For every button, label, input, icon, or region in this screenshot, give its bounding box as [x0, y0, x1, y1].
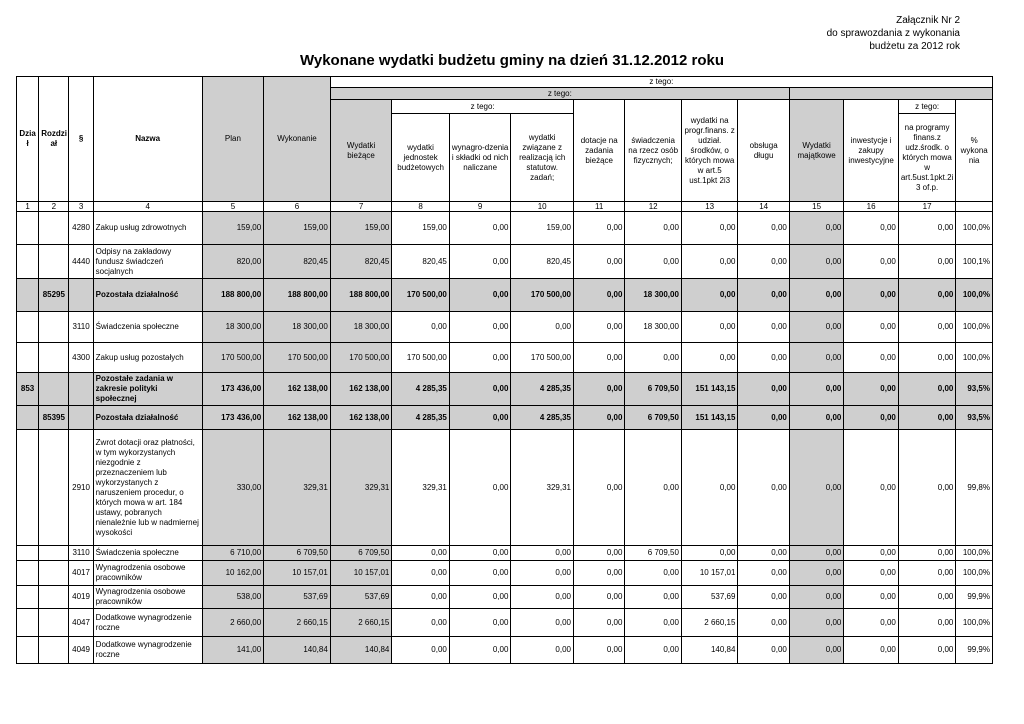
cell-value: 0,00 [449, 343, 511, 373]
cell-value: 0,00 [898, 373, 956, 406]
cell-value: 0,00 [681, 279, 738, 312]
cell-value: 4 285,35 [511, 373, 574, 406]
cell-nazwa: Pozostałe zadania w zakresie polityki społecznej [93, 373, 202, 406]
cell-value: 4 285,35 [392, 373, 450, 406]
cell-rozdzial [39, 546, 69, 561]
cell-value: 0,00 [898, 279, 956, 312]
column-number: 15 [789, 202, 843, 212]
cell-value: 0,00 [789, 245, 843, 279]
cell-paragraf: 4049 [69, 637, 93, 664]
cell-value: 100,0% [956, 279, 993, 312]
cell-value: 538,00 [202, 586, 264, 609]
col-obsluga-dlugu: obsługa długu [738, 100, 789, 202]
cell-value: 100,0% [956, 212, 993, 245]
cell-nazwa: Zakup usług pozostałych [93, 343, 202, 373]
cell-rozdzial [39, 212, 69, 245]
cell-dzial [17, 212, 39, 245]
cell-value: 4 285,35 [511, 406, 574, 430]
cell-value: 0,00 [392, 546, 450, 561]
cell-value: 100,0% [956, 561, 993, 586]
cell-value: 0,00 [625, 343, 682, 373]
cell-value: 18 300,00 [625, 279, 682, 312]
cell-value: 170 500,00 [330, 343, 392, 373]
cell-value: 0,00 [625, 586, 682, 609]
cell-value: 0,00 [449, 312, 511, 343]
cell-value: 0,00 [392, 312, 450, 343]
cell-value: 0,00 [789, 561, 843, 586]
cell-nazwa: Wynagrodzenia osobowe pracowników [93, 561, 202, 586]
cell-value: 0,00 [738, 245, 789, 279]
cell-value: 18 300,00 [625, 312, 682, 343]
cell-dzial [17, 609, 39, 637]
cell-rozdzial [39, 609, 69, 637]
col-rozdzial: Rozdzi ał [39, 77, 69, 202]
cell-rozdzial [39, 245, 69, 279]
cell-value: 0,00 [449, 609, 511, 637]
cell-value: 18 300,00 [330, 312, 392, 343]
cell-value: 6 709,50 [330, 546, 392, 561]
cell-value: 0,00 [738, 373, 789, 406]
cell-value: 0,00 [392, 609, 450, 637]
cell-value: 0,00 [789, 279, 843, 312]
cell-value: 0,00 [625, 561, 682, 586]
cell-paragraf [69, 373, 93, 406]
cell-value: 0,00 [898, 406, 956, 430]
cell-value: 100,0% [956, 343, 993, 373]
cell-value: 99,9% [956, 586, 993, 609]
cell-value: 0,00 [449, 546, 511, 561]
cell-value: 0,00 [789, 406, 843, 430]
cell-dzial [17, 312, 39, 343]
cell-rozdzial [39, 312, 69, 343]
cell-value: 0,00 [511, 312, 574, 343]
cell-value: 329,31 [511, 430, 574, 546]
table-body [17, 212, 993, 664]
cell-value: 0,00 [573, 245, 624, 279]
cell-value: 537,69 [264, 586, 331, 609]
cell-value: 173 436,00 [202, 406, 264, 430]
column-number: 2 [39, 202, 69, 212]
cell-paragraf: 3110 [69, 546, 93, 561]
cell-value: 100,0% [956, 312, 993, 343]
cell-value: 0,00 [898, 312, 956, 343]
cell-value: 0,00 [844, 406, 898, 430]
cell-value: 0,00 [681, 343, 738, 373]
cell-value: 0,00 [573, 430, 624, 546]
cell-value: 820,45 [392, 245, 450, 279]
col-wykonanie: Wykonanie [264, 77, 331, 202]
cell-paragraf: 2910 [69, 430, 93, 546]
cell-paragraf [69, 279, 93, 312]
col-paragraf: § [69, 77, 93, 202]
cell-value: 0,00 [449, 406, 511, 430]
col-wydatki-programy: wydatki na progr.finans. z udział. środków, o których mowa w art.5 ust.1pkt 2i3 [681, 100, 738, 202]
cell-dzial: 853 [17, 373, 39, 406]
cell-value: 0,00 [844, 609, 898, 637]
cell-value: 0,00 [449, 373, 511, 406]
cell-value: 0,00 [573, 586, 624, 609]
cell-value: 0,00 [573, 406, 624, 430]
cell-value: 159,00 [202, 212, 264, 245]
cell-value: 820,00 [202, 245, 264, 279]
cell-value: 6 709,50 [264, 546, 331, 561]
cell-nazwa: Dodatkowe wynagrodzenie roczne [93, 637, 202, 664]
col-dotacje: dotacje na zadania bieżące [573, 100, 624, 202]
col-plan: Plan [202, 77, 264, 202]
cell-value: 170 500,00 [202, 343, 264, 373]
cell-value: 2 660,15 [264, 609, 331, 637]
cell-value: 6 709,50 [625, 406, 682, 430]
cell-value: 10 157,01 [330, 561, 392, 586]
cell-value: 173 436,00 [202, 373, 264, 406]
group-z-tego-top: z tego: [330, 77, 992, 88]
col-nazwa: Nazwa [93, 77, 202, 202]
cell-nazwa: Dodatkowe wynagrodzenie roczne [93, 609, 202, 637]
cell-value: 0,00 [625, 245, 682, 279]
cell-nazwa: Pozostała działalność [93, 279, 202, 312]
cell-value: 0,00 [738, 430, 789, 546]
table-row [17, 312, 993, 343]
cell-paragraf: 4017 [69, 561, 93, 586]
cell-rozdzial [39, 373, 69, 406]
column-number: 11 [573, 202, 624, 212]
cell-nazwa: Pozostała działalność [93, 406, 202, 430]
cell-rozdzial [39, 561, 69, 586]
table-row [17, 637, 993, 664]
cell-value: 537,69 [681, 586, 738, 609]
col-wydatki-statutowe: wydatki związane z realizacją ich statutow. zadań; [511, 114, 574, 202]
column-number: 16 [844, 202, 898, 212]
cell-value: 0,00 [573, 373, 624, 406]
cell-dzial [17, 637, 39, 664]
cell-value: 0,00 [844, 546, 898, 561]
col-inwestycje: inwestycje i zakupy inwestycyjne [844, 100, 898, 202]
cell-value: 0,00 [625, 430, 682, 546]
cell-value: 0,00 [738, 637, 789, 664]
cell-value: 0,00 [449, 245, 511, 279]
cell-value: 330,00 [202, 430, 264, 546]
cell-value: 0,00 [789, 430, 843, 546]
column-number: 12 [625, 202, 682, 212]
cell-value: 0,00 [844, 586, 898, 609]
col-programy-finans: na programy finans.z udz.środk. o których mowa w art.5ust.1pkt.2i 3 of.p. [898, 114, 956, 202]
cell-value: 162 138,00 [330, 406, 392, 430]
cell-value: 0,00 [789, 212, 843, 245]
cell-value: 2 660,15 [681, 609, 738, 637]
col-wynagrodzenia: wynagro-dzenia i składki od nich naliczane [449, 114, 511, 202]
cell-value: 0,00 [898, 546, 956, 561]
cell-value: 6 709,50 [625, 546, 682, 561]
cell-nazwa: Zakup usług zdrowotnych [93, 212, 202, 245]
column-number: 3 [69, 202, 93, 212]
cell-value: 140,84 [264, 637, 331, 664]
cell-paragraf: 3110 [69, 312, 93, 343]
column-number: 17 [898, 202, 956, 212]
cell-value: 0,00 [844, 561, 898, 586]
cell-value: 329,31 [264, 430, 331, 546]
table-row [17, 561, 993, 586]
cell-dzial [17, 279, 39, 312]
cell-value: 0,00 [789, 586, 843, 609]
cell-value: 0,00 [789, 637, 843, 664]
table-row [17, 430, 993, 546]
cell-value: 0,00 [392, 586, 450, 609]
cell-rozdzial [39, 343, 69, 373]
cell-value: 0,00 [844, 343, 898, 373]
cell-value: 820,45 [264, 245, 331, 279]
attachment-note [827, 14, 960, 53]
cell-nazwa: Zwrot dotacji oraz płatności, w tym wykorzystanych niezgodnie z przeznaczeniem lub wykorzystanych z naruszeniem procedur, o których mowa w art. 184 ustawy, pobranych nienależnie lub w nadmiernej wysokości [93, 430, 202, 546]
attachment-year: budżetu za 2012 rok [869, 41, 960, 52]
cell-value: 170 500,00 [392, 343, 450, 373]
cell-value: 0,00 [844, 212, 898, 245]
cell-value: 0,00 [511, 546, 574, 561]
column-number: 4 [93, 202, 202, 212]
cell-value: 162 138,00 [264, 406, 331, 430]
cell-value: 0,00 [681, 546, 738, 561]
cell-value: 170 500,00 [392, 279, 450, 312]
cell-value: 18 300,00 [202, 312, 264, 343]
cell-value: 140,84 [330, 637, 392, 664]
cell-value: 0,00 [898, 212, 956, 245]
budget-expenditure-table [16, 76, 993, 664]
col-wydatki-biezace: Wydatki bieżące [330, 100, 392, 202]
cell-rozdzial: 85395 [39, 406, 69, 430]
cell-value: 0,00 [789, 312, 843, 343]
cell-nazwa: Świadczenia społeczne [93, 546, 202, 561]
cell-value: 93,5% [956, 373, 993, 406]
cell-value: 0,00 [573, 279, 624, 312]
table-row [17, 212, 993, 245]
cell-value: 159,00 [330, 212, 392, 245]
cell-value: 159,00 [264, 212, 331, 245]
cell-value: 0,00 [392, 561, 450, 586]
cell-value: 0,00 [738, 406, 789, 430]
cell-paragraf: 4019 [69, 586, 93, 609]
cell-dzial [17, 586, 39, 609]
column-number: 8 [392, 202, 450, 212]
cell-value: 93,5% [956, 406, 993, 430]
attachment-reference: do sprawozdania z wykonania [826, 28, 960, 39]
cell-value: 151 143,15 [681, 373, 738, 406]
cell-value: 188 800,00 [202, 279, 264, 312]
cell-value: 100,0% [956, 546, 993, 561]
group-z-tego-biezace: z tego: [330, 88, 789, 100]
cell-value: 6 709,50 [625, 373, 682, 406]
cell-value: 10 162,00 [202, 561, 264, 586]
cell-dzial [17, 406, 39, 430]
cell-value: 0,00 [573, 312, 624, 343]
cell-value: 140,84 [681, 637, 738, 664]
cell-value: 188 800,00 [330, 279, 392, 312]
cell-rozdzial [39, 586, 69, 609]
cell-value: 151 143,15 [681, 406, 738, 430]
cell-value: 0,00 [844, 279, 898, 312]
table-row [17, 586, 993, 609]
cell-dzial [17, 561, 39, 586]
cell-value: 0,00 [844, 373, 898, 406]
column-number: 1 [17, 202, 39, 212]
column-number: 13 [681, 202, 738, 212]
table-row [17, 279, 993, 312]
cell-value: 170 500,00 [511, 279, 574, 312]
cell-value: 0,00 [789, 546, 843, 561]
cell-value: 0,00 [898, 343, 956, 373]
cell-value: 0,00 [681, 430, 738, 546]
cell-value: 0,00 [844, 430, 898, 546]
cell-value: 162 138,00 [264, 373, 331, 406]
column-number [956, 202, 993, 212]
cell-value: 0,00 [573, 561, 624, 586]
cell-dzial [17, 546, 39, 561]
cell-rozdzial [39, 637, 69, 664]
cell-paragraf: 4047 [69, 609, 93, 637]
cell-value: 0,00 [898, 561, 956, 586]
cell-value: 100,0% [956, 609, 993, 637]
cell-value: 0,00 [511, 637, 574, 664]
cell-value: 0,00 [449, 561, 511, 586]
col-wydatki-jednostek: wydatki jednostek budżetowych [392, 114, 450, 202]
group-z-tego-jednostki: z tego: [392, 100, 574, 114]
cell-value: 170 500,00 [511, 343, 574, 373]
cell-value: 0,00 [573, 609, 624, 637]
cell-value: 10 157,01 [681, 561, 738, 586]
cell-value: 188 800,00 [264, 279, 331, 312]
cell-value: 0,00 [573, 343, 624, 373]
cell-value: 0,00 [738, 212, 789, 245]
table-row [17, 343, 993, 373]
cell-value: 820,45 [330, 245, 392, 279]
cell-value: 329,31 [392, 430, 450, 546]
column-number: 9 [449, 202, 511, 212]
cell-value: 0,00 [738, 343, 789, 373]
attachment-number: Załącznik Nr 2 [896, 15, 960, 26]
cell-nazwa: Wynagrodzenia osobowe pracowników [93, 586, 202, 609]
cell-value: 0,00 [738, 586, 789, 609]
cell-value: 0,00 [738, 312, 789, 343]
cell-value: 162 138,00 [330, 373, 392, 406]
cell-paragraf: 4280 [69, 212, 93, 245]
cell-value: 0,00 [392, 637, 450, 664]
cell-paragraf: 4440 [69, 245, 93, 279]
cell-value: 0,00 [898, 430, 956, 546]
table-row [17, 406, 993, 430]
col-dzial: Dzia ł [17, 77, 39, 202]
group-z-tego-inwestycje: z tego: [898, 100, 956, 114]
cell-value: 0,00 [511, 586, 574, 609]
cell-value: 0,00 [789, 343, 843, 373]
cell-value: 0,00 [573, 212, 624, 245]
cell-rozdzial [39, 430, 69, 546]
group-z-tego-majatkowe [789, 88, 992, 100]
cell-value: 0,00 [449, 279, 511, 312]
cell-value: 0,00 [898, 245, 956, 279]
cell-value: 100,1% [956, 245, 993, 279]
col-wydatki-majatkowe: Wydatki majątkowe [789, 100, 843, 202]
cell-value: 0,00 [511, 561, 574, 586]
cell-value: 4 285,35 [392, 406, 450, 430]
cell-value: 0,00 [681, 312, 738, 343]
cell-paragraf: 4300 [69, 343, 93, 373]
cell-value: 6 710,00 [202, 546, 264, 561]
column-number: 10 [511, 202, 574, 212]
cell-value: 0,00 [573, 546, 624, 561]
col-swiadczenia: świadczenia na rzecz osób fizycznych; [625, 100, 682, 202]
cell-value: 0,00 [625, 212, 682, 245]
column-number: 7 [330, 202, 392, 212]
cell-value: 159,00 [392, 212, 450, 245]
cell-value: 0,00 [789, 373, 843, 406]
cell-value: 0,00 [449, 430, 511, 546]
cell-value: 0,00 [738, 561, 789, 586]
cell-rozdzial: 85295 [39, 279, 69, 312]
cell-value: 0,00 [573, 637, 624, 664]
cell-value: 0,00 [844, 312, 898, 343]
cell-value: 0,00 [681, 212, 738, 245]
column-number-row [17, 202, 993, 212]
col-procent: % wykona nia [956, 100, 993, 202]
cell-value: 0,00 [898, 637, 956, 664]
cell-value: 0,00 [625, 609, 682, 637]
cell-value: 159,00 [511, 212, 574, 245]
cell-nazwa: Odpisy na zakładowy fundusz świadczeń socjalnych [93, 245, 202, 279]
cell-value: 0,00 [449, 212, 511, 245]
cell-value: 0,00 [449, 637, 511, 664]
cell-value: 0,00 [738, 279, 789, 312]
cell-value: 18 300,00 [264, 312, 331, 343]
column-number: 14 [738, 202, 789, 212]
cell-value: 820,45 [511, 245, 574, 279]
cell-value: 0,00 [511, 609, 574, 637]
table-row [17, 609, 993, 637]
cell-value: 0,00 [898, 609, 956, 637]
cell-value: 2 660,15 [330, 609, 392, 637]
cell-value: 10 157,01 [264, 561, 331, 586]
cell-value: 537,69 [330, 586, 392, 609]
cell-value: 99,9% [956, 637, 993, 664]
cell-value: 99,8% [956, 430, 993, 546]
cell-dzial [17, 245, 39, 279]
cell-value: 170 500,00 [264, 343, 331, 373]
cell-value: 0,00 [625, 637, 682, 664]
cell-value: 0,00 [898, 586, 956, 609]
cell-value: 0,00 [738, 609, 789, 637]
cell-value: 0,00 [789, 609, 843, 637]
cell-nazwa: Świadczenia społeczne [93, 312, 202, 343]
table-row [17, 546, 993, 561]
cell-paragraf [69, 406, 93, 430]
cell-value: 0,00 [844, 245, 898, 279]
table-row [17, 245, 993, 279]
cell-value: 0,00 [844, 637, 898, 664]
cell-value: 141,00 [202, 637, 264, 664]
table-row [17, 373, 993, 406]
cell-value: 0,00 [449, 586, 511, 609]
document-title: Wykonane wydatki budżetu gminy na dzień 31.12.2012 roku [299, 52, 724, 69]
cell-value: 0,00 [681, 245, 738, 279]
cell-dzial [17, 343, 39, 373]
column-number: 5 [202, 202, 264, 212]
cell-value: 0,00 [738, 546, 789, 561]
cell-value: 2 660,00 [202, 609, 264, 637]
cell-dzial [17, 430, 39, 546]
column-number: 6 [264, 202, 331, 212]
cell-value: 329,31 [330, 430, 392, 546]
